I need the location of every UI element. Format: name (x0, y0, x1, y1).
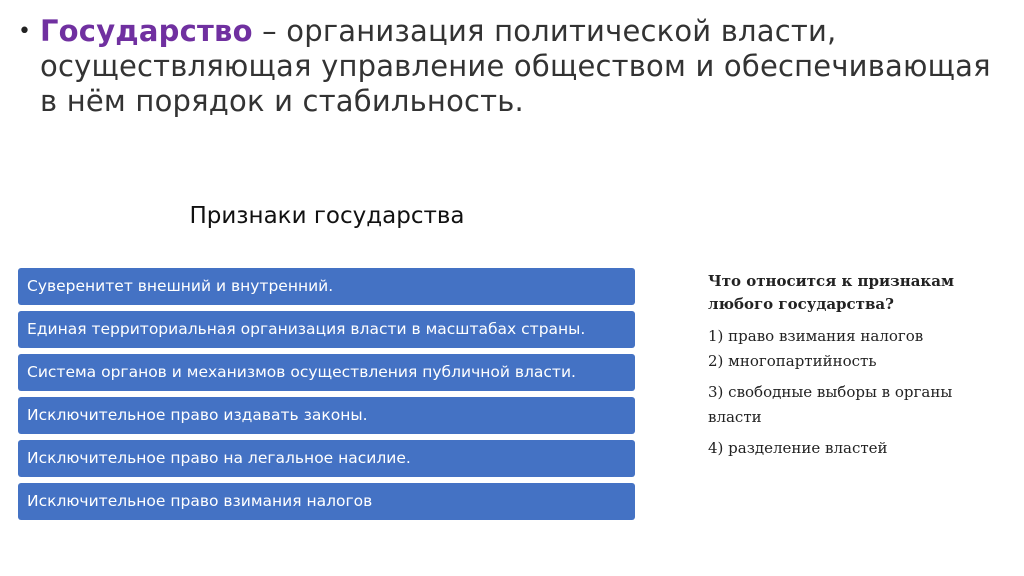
answer-option-3: 3) свободные выборы в органы власти (708, 383, 953, 426)
quiz-question (708, 270, 988, 467)
sign-item: Исключительное право издавать законы. (18, 397, 635, 434)
sign-item: Исключительное право взимания налогов (18, 483, 635, 520)
sign-item: Единая территориальная организация власти в масштабах страны. (18, 311, 635, 348)
section-title: Признаки государства (189, 203, 465, 229)
question-title: Что относится к признакам любого государства? (708, 272, 954, 313)
sign-item: Исключительное право на легальное насилие. (18, 440, 635, 477)
answer-option-2: 2) многопартийность (708, 352, 877, 370)
answer-option-1: 1) право взимания налогов (708, 327, 924, 345)
definition-term: Государство (40, 14, 253, 48)
answer-option-4: 4) разделение властей (708, 439, 888, 457)
definition-text (40, 14, 1008, 119)
signs-list (18, 268, 635, 526)
sign-item: Суверенитет внешний и внутренний. (18, 268, 635, 305)
bullet-icon: • (18, 19, 31, 44)
definition-body: – организация политической власти, осуществляющая управление обществом и обеспечивающая в нём порядок и стабильность. (40, 14, 991, 118)
definition-block (18, 14, 1008, 119)
sign-item: Система органов и механизмов осуществления публичной власти. (18, 354, 635, 391)
